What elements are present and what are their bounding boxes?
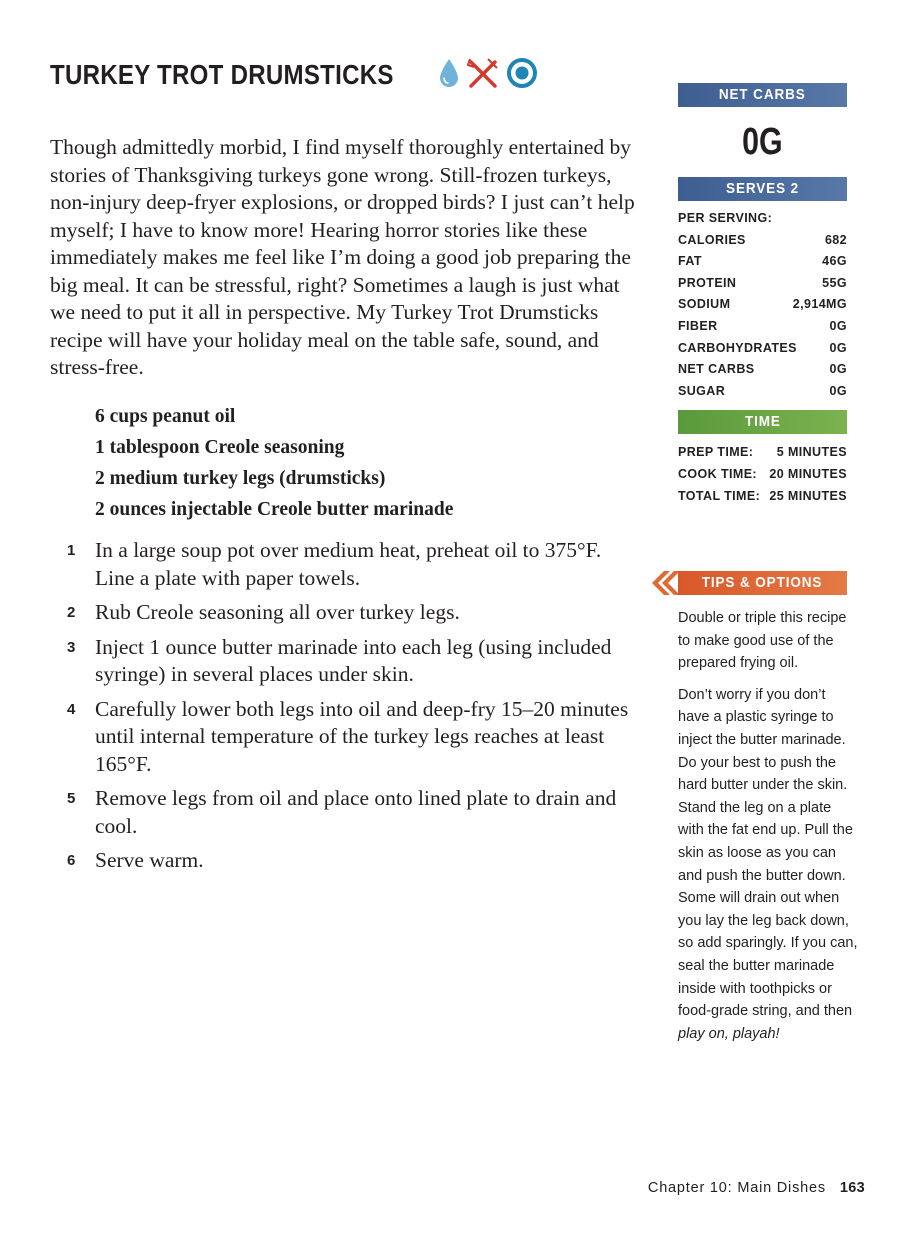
tips-bar: [678, 571, 847, 595]
step-number: 5: [67, 790, 76, 807]
chapter-label: Chapter 10: Main Dishes: [647, 1180, 826, 1196]
time-header: [678, 410, 847, 434]
step-item: [50, 785, 640, 840]
nutrition-sidebar: [678, 83, 847, 507]
step-text: Serve warm.: [95, 848, 204, 872]
time-label: TIME: [744, 413, 781, 431]
nutrition-table: [678, 208, 847, 402]
ingredient-item: 2 ounces injectable Creole butter marinade: [95, 499, 454, 520]
nutrition-value: 0G: [829, 383, 847, 398]
nutrition-value: 0G: [829, 318, 847, 333]
fork-knife-icon: [466, 57, 500, 89]
step-text: Inject 1 ounce butter marinade into each leg (using included syringe) in several places under skin.: [95, 634, 612, 686]
step-number: 2: [67, 604, 76, 621]
step-text: Rub Creole seasoning all over turkey legs.: [95, 600, 460, 624]
per-serving-label: [678, 208, 847, 230]
tip-paragraph: [678, 684, 858, 1046]
tip-paragraph: [678, 607, 858, 675]
net-carbs-header: [678, 83, 847, 107]
step-item: [50, 537, 640, 592]
step-text: Remove legs from oil and place onto lined plate to drain and cool.: [95, 786, 617, 838]
net-carbs-value-text: 0G: [742, 121, 783, 163]
nutrition-value: 46G: [822, 254, 847, 269]
page-footer: [648, 1180, 865, 1196]
tips-header: [652, 571, 847, 595]
nutrition-label: SODIUM: [678, 297, 731, 312]
recipe-intro: Though admittedly morbid, I find myself thoroughly entertained by stories of Thanksgiving turkeys gone wrong. Still-frozen turkeys, non-injury deep-fryer explosions, or dropped birds? I just can’t help myself; I have to know more! Hearing horror stories like these immediately makes me feel like I’m doing a good job preparing the big meal. It can be stressful, right? Sometimes a laugh is just what we need to put it all in perspective. My Turkey Trot Drumsticks recipe will have your holiday meal on the table safe, sound, and stress-free.: [50, 135, 635, 379]
step-item: [50, 599, 640, 627]
step-text: Carefully lower both legs into oil and deep-fry 15–20 minutes until internal temperature of the turkey legs reaches at least 165°F.: [95, 696, 629, 776]
nutrition-label: FIBER: [678, 318, 718, 333]
serves-header: [678, 177, 847, 201]
target-icon: [506, 57, 538, 89]
nutrition-label: CALORIES: [678, 232, 746, 247]
ingredient-item: 2 medium turkey legs (drumsticks): [95, 468, 386, 489]
nutrition-label: NET CARBS: [678, 362, 755, 377]
net-carbs-value: [678, 107, 847, 177]
ingredient-item: 6 cups peanut oil: [95, 406, 236, 427]
diet-icons: [438, 57, 538, 89]
tip-text: Double or triple this recipe to make good use of the prepared frying oil.: [678, 610, 847, 672]
step-item: [50, 696, 640, 779]
time-table: [678, 442, 847, 507]
time-row-label: TOTAL TIME:: [678, 488, 761, 503]
time-row: [678, 486, 847, 508]
step-number: 1: [67, 542, 76, 559]
recipe-title: TURKEY TROT DRUMSTICKS: [50, 59, 394, 90]
nutrition-value: 0G: [829, 340, 847, 355]
nutrition-row: [678, 359, 847, 381]
tips-body: [678, 607, 858, 1054]
time-row: [678, 464, 847, 486]
nutrition-value: 2,914MG: [792, 297, 847, 312]
time-row: [678, 442, 847, 464]
nutrition-row: [678, 251, 847, 273]
page-number: 163: [839, 1180, 865, 1196]
nutrition-value: 55G: [822, 275, 847, 290]
tip-emphasis: play on, playah!: [678, 1025, 780, 1042]
ingredients-list: [95, 401, 453, 525]
per-serving-text: PER SERVING:: [678, 211, 773, 225]
net-carbs-header-label: NET CARBS: [719, 86, 806, 103]
nutrition-label: FAT: [678, 254, 702, 269]
tip-text: Don’t worry if you don’t have a plastic syringe to inject the butter marinade. Do your best to push the hard butter under the skin. Stand the leg on a plate with the fat end up. Pull the skin as loose as you can and push the butter down. Some will drain out when you lay the leg back down, so add sparingly. If you can, seal the butter marinade inside with toothpicks or food-grade string, and then: [678, 686, 858, 1020]
nutrition-row: [678, 338, 847, 360]
nutrition-row: [678, 273, 847, 295]
nutrition-row: [678, 381, 847, 403]
step-item: [50, 847, 640, 875]
time-row-label: PREP TIME:: [678, 445, 754, 460]
step-number: 6: [67, 852, 76, 869]
time-row-value: 5 MINUTES: [776, 445, 847, 460]
water-drop-icon: [438, 58, 460, 88]
time-row-label: COOK TIME:: [678, 466, 757, 481]
nutrition-row: [678, 316, 847, 338]
nutrition-value: 682: [824, 232, 847, 247]
steps-list: [50, 537, 640, 882]
step-number: 4: [67, 700, 76, 718]
tips-label: TIPS & OPTIONS: [702, 574, 823, 591]
serves-label: SERVES 2: [725, 180, 799, 197]
nutrition-label: CARBOHYDRATES: [678, 340, 797, 355]
step-number: 3: [67, 638, 76, 656]
step-item: [50, 634, 640, 689]
time-row-value: 20 MINUTES: [769, 466, 847, 481]
nutrition-label: SUGAR: [678, 383, 726, 398]
nutrition-row: [678, 294, 847, 316]
ingredient-item: 1 tablespoon Creole seasoning: [95, 437, 345, 458]
time-row-value: 25 MINUTES: [769, 488, 847, 503]
nutrition-value: 0G: [829, 362, 847, 377]
nutrition-label: PROTEIN: [678, 275, 737, 290]
nutrition-row: [678, 230, 847, 252]
step-text: In a large soup pot over medium heat, preheat oil to 375°F. Line a plate with paper towels.: [95, 538, 602, 590]
